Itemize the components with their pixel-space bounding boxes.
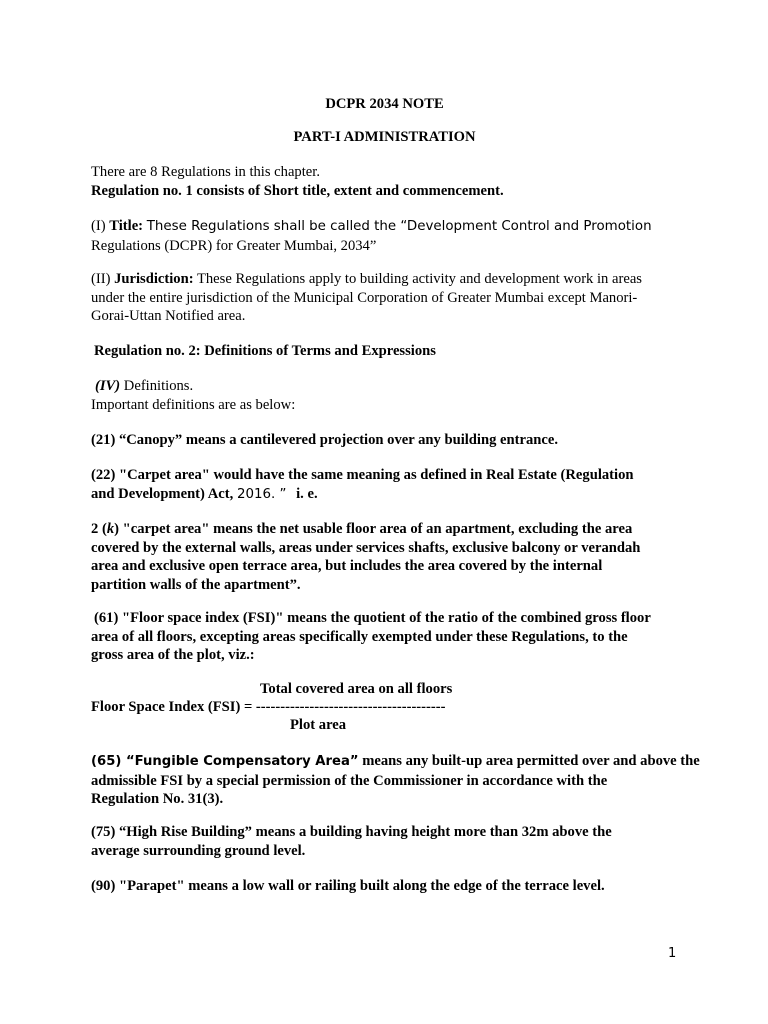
clause-number: (IV) [95,378,121,394]
clause-text: These Regulations shall be called the “Development Control and Promotion [146,219,652,234]
definition-75-high-rise: (75) “High Rise Building” means a building having height more than 32m above the average surrounding ground level. [91,824,612,859]
clause-label: Title: [109,218,144,234]
clause-text-line-2: Important definitions are as below: [91,396,296,413]
regulation-2-heading: Regulation no. 2: Definitions of Terms and Expressions [94,343,436,359]
definitions-clause [91,377,678,414]
clause-number: (II) [91,271,111,287]
clause-label: Definitions. [123,378,194,394]
clause-text-line-3: Gorai-Uttan Notified area. [91,308,246,324]
clause-label: Jurisdiction: [114,271,194,287]
jurisdiction-clause [91,270,678,326]
clause-number: (I) [91,218,106,234]
formula-lhs: Floor Space Index (FSI) = --------------------------------------- [91,699,446,715]
intro-paragraph [91,163,678,200]
formula-numerator: Total covered area on all floors [260,681,453,697]
document-title: DCPR 2034 NOTE [325,96,444,112]
intro-line-1: There are 8 Regulations in this chapter. [91,164,320,180]
clause-text: These Regulations apply to building activity and development work in areas [196,271,642,287]
definition-21-canopy: (21) “Canopy” means a cantilevered projection over any building entrance. [91,432,558,448]
definition-2k-carpet-area: 2 (k) "carpet area" means the net usable floor area of an apartment, excluding the area covered by the external walls, areas under services shafts, exclusive balcony or verandah area and exclusive open terrace area, but includes the area covered by the internal partition walls of the apartment”. [91,521,641,593]
definition-65-fungible-area: (65) “Fungible Compensatory Area” means any built-up area permitted over and above the admissible FSI by a special permission of the Commissioner in accordance with the Regulation No. 31(3). [91,753,700,807]
part-heading: PART-I ADMINISTRATION [293,129,476,145]
definition-22-carpet-area: (22) "Carpet area" would have the same meaning as defined in Real Estate (Regulation and Development) Act, 2016. ” i. e. [91,467,634,502]
formula-denominator: Plot area [290,717,347,733]
intro-line-2: Regulation no. 1 consists of Short title, extent and commencement. [91,182,504,199]
clause-text-line-2: Regulations (DCPR) for Greater Mumbai, 2034” [91,237,377,254]
definition-90-parapet: (90) "Parapet" means a low wall or railing built along the edge of the terrace level. [91,878,605,894]
page-number: 1 [668,946,677,961]
clause-text-line-2: under the entire jurisdiction of the Municipal Corporation of Greater Mumbai except Manori- [91,289,638,306]
definition-61-fsi: (61) "Floor space index (FSI)" means the quotient of the ratio of the combined gross floor area of all floors, excepting areas specifically exempted under these Regulations, to the gross area of the plot, viz.: [91,610,651,663]
title-clause [91,217,678,255]
